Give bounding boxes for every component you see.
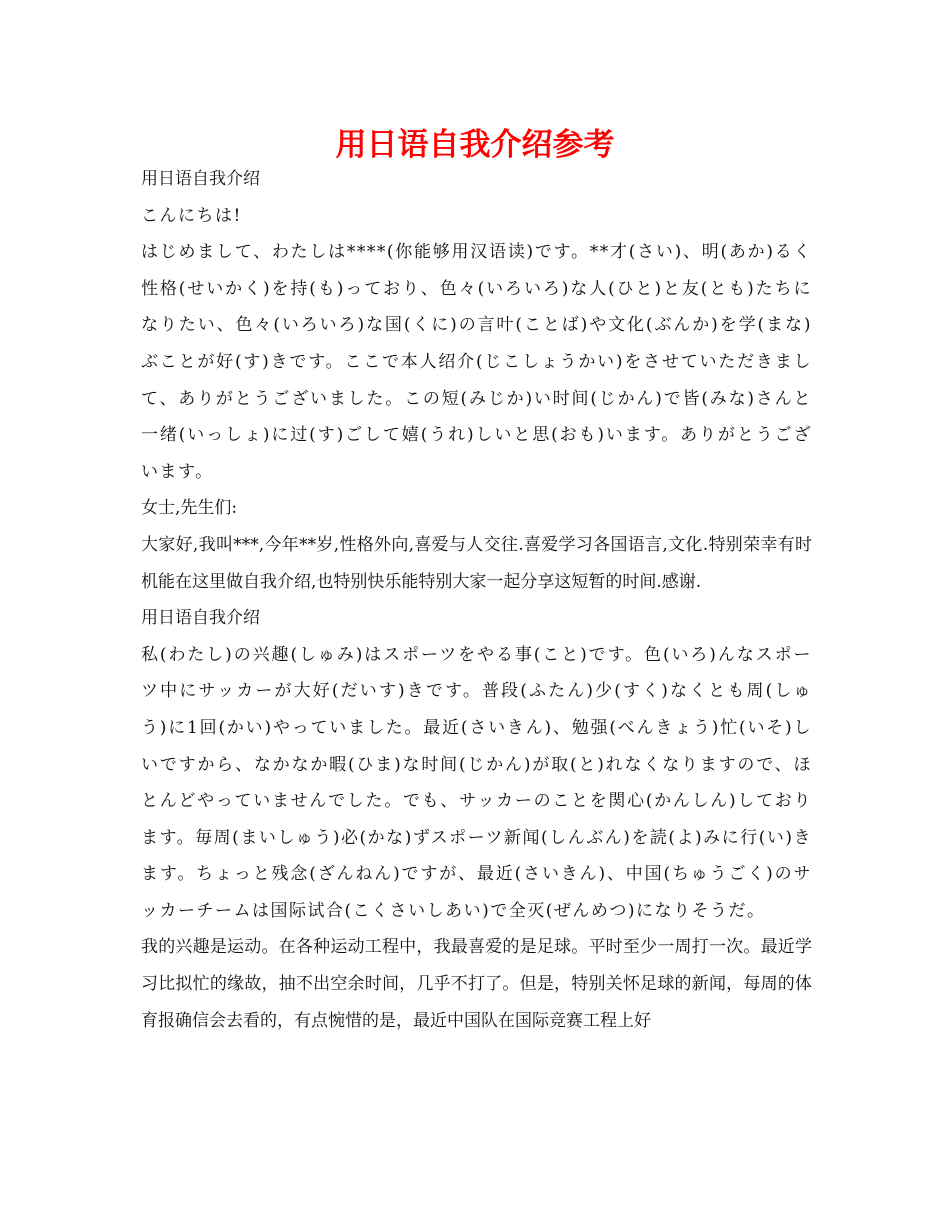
document-title: 用日语自我介绍参考 — [335, 127, 615, 163]
document-body — [141, 161, 812, 1039]
salutation-line: 女士,先生们: — [141, 498, 238, 519]
japanese-intro-paragraph: はじめまして、わたしは****(你能够用汉语读)です。**才(さい)、明(あか)るく性格(せいかく)を持(も)っており、色々(いろいろ)な人(ひと)と友(とも)たちになりたい、色々(いろいろ)な国(くに)の言叶(ことば)や文化(ぶんか)を学(まな)ぶことが好(す)きです。ここで本人绍介(じこしょうかい)をさせていただきまして、ありがとうございました。この短(みじか)い时间(じかん)で皆(みな)さんと一绪(いっしょ)に过(す)ごして嬉(うれ)しいと思(おも)います。ありがとうございます。 — [141, 242, 812, 482]
chinese-hobby-paragraph: 我的兴趣是运动。在各种运动工程中，我最喜爱的是足球。平时至少一周打一次。最近学习比拟忙的缘故，抽不出空余时间，几乎不打了。但是，特别关怀足球的新闻，每周的体育报确信会去看的，有点惋惜的是，最近中国队在国际竞赛工程上好 — [141, 937, 812, 1031]
japanese-hobby-paragraph: 私(わたし)の兴趣(しゅみ)はスポーツをやる事(こと)です。色(いろ)んなスポーツ中にサッカーが大好(だいす)きです。普段(ふたん)少(すく)なくとも周(しゅう)に1回(かい)やっていました。最近(さいきん)、勉强(べんきょう)忙(いそ)しいですから、なかなか暇(ひま)な时间(じかん)が取(と)れなくなりますので、ほとんどやっていませんでした。でも、サッカーのことを関心(かんしん)しております。毎周(まいしゅう)必(かな)ずスポーツ新闻(しんぶん)を読(よ)みに行(い)きます。ちょっと残念(ざんねん)ですが、最近(さいきん)、中国(ちゅうごく)のサッカーチームは国际试合(こくさいしあい)で全灭(ぜんめつ)になりそうだ。 — [141, 644, 812, 921]
section-heading: 用日语自我介绍 — [141, 608, 260, 629]
section-heading: 用日语自我介绍 — [141, 169, 260, 189]
greeting-line: こんにちは! — [141, 205, 242, 226]
chinese-intro-paragraph: 大家好,我叫***,今年**岁,性格外向,喜爱与人交往.喜爱学习各国语言,文化.特别荣幸有时机能在这里做自我介绍,也特别快乐能特别大家一起分享这短暂的时间.感谢. — [141, 534, 812, 592]
